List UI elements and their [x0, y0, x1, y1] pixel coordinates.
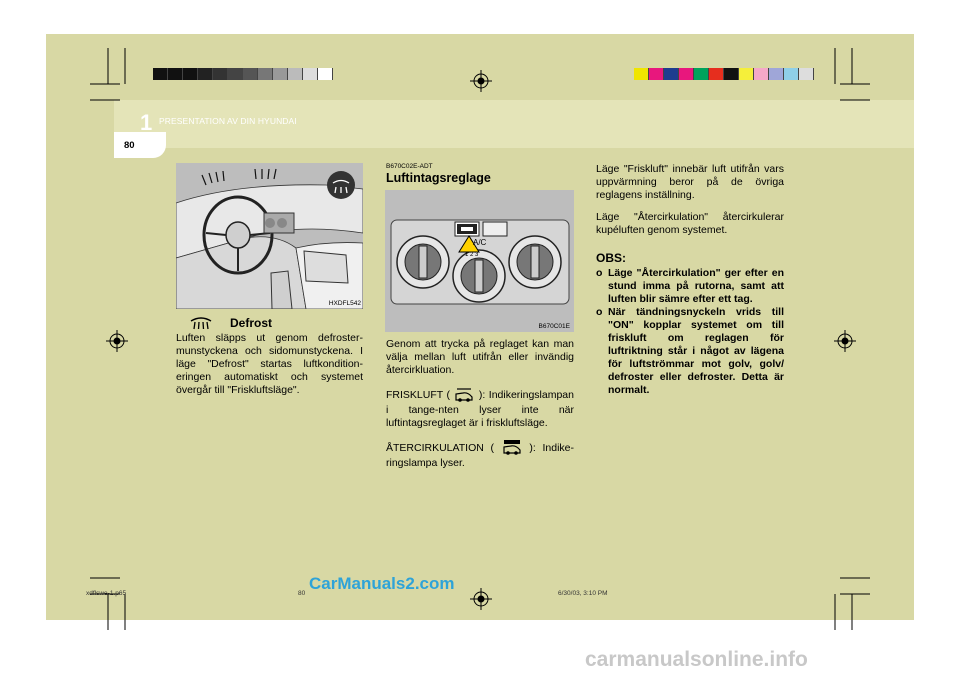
crop-mark-top-right [820, 48, 870, 104]
watermark-site: carmanualsonline.info [585, 648, 808, 671]
color-swatch [273, 68, 288, 80]
middle-column [386, 163, 574, 185]
left-column [176, 316, 363, 397]
grayscale-bar [153, 68, 333, 80]
color-bar [634, 68, 814, 80]
color-swatch [799, 68, 814, 80]
control-panel-illustration [385, 190, 574, 332]
defrost-paragraph: Luften släpps ut genom defroster-munstyckena och sidomunstyckena. I läge "Defrost" startas luftkondition-eringen automatiskt och systemet övergår till "Friskluftsläge". [176, 332, 363, 396]
obs-bullet: o [596, 267, 603, 279]
right-column [596, 163, 784, 397]
chapter-number: 1 [140, 110, 153, 135]
fresh-air-label: FRISKLUFT ( [386, 388, 450, 401]
fresh-air-mode-paragraph: Läge "Friskluft" innebär luft utifrån vars uppvärmning beror på de övriga reglagens inställning. [596, 163, 784, 201]
recirculation-icon [501, 439, 523, 457]
obs-bullet: o [596, 306, 603, 318]
color-swatch [664, 68, 679, 80]
obs-item [596, 306, 784, 397]
obs-item-text: Läge "Återcirkulation" ger efter en stund imma på rutorna, samt att luften blir sämre efter ett tag. [608, 267, 784, 305]
fresh-air-paragraph [386, 386, 574, 430]
chapter-title: PRESENTATION AV DIN HYUNDAI [159, 116, 297, 126]
crop-mark-top-left [90, 48, 140, 104]
defrost-icon [188, 316, 214, 330]
footer-filename: xdflswe-1.p65 [86, 590, 127, 597]
registration-mark-top [470, 70, 492, 92]
color-swatch [303, 68, 318, 80]
ac-label: A/C [473, 238, 487, 247]
color-swatch [318, 68, 333, 80]
registration-mark-bottom [470, 588, 492, 610]
color-swatch [213, 68, 228, 80]
defrost-heading: Defrost [230, 316, 273, 330]
svg-text:1 2 3: 1 2 3 [465, 252, 479, 258]
figure-code-2: B670C01E [538, 323, 570, 330]
recirculation-paragraph [386, 439, 574, 470]
color-swatch [288, 68, 303, 80]
page-number: 80 [124, 140, 135, 151]
color-swatch [784, 68, 799, 80]
defrost-heading-row [188, 316, 363, 330]
color-swatch [198, 68, 213, 80]
watermark-link[interactable]: CarManuals2.com [309, 574, 455, 593]
registration-mark-right [834, 330, 856, 352]
recirculation-label: ÅTERCIRKULATION ( [386, 441, 494, 454]
crop-mark-bottom-left [90, 574, 140, 630]
color-swatch [694, 68, 709, 80]
intake-paragraph: Genom att trycka på reglaget kan man välja mellan luft utifrån eller invändig återcirkluation. [386, 338, 574, 376]
color-swatch [679, 68, 694, 80]
color-swatch [649, 68, 664, 80]
color-swatch [739, 68, 754, 80]
color-swatch [183, 68, 198, 80]
color-swatch [168, 68, 183, 80]
recirc-mode-paragraph: Läge "Återcirkulation" återcirkulerar kupéluften genom systemet. [596, 211, 784, 236]
fresh-air-text: ): Indikeringslampan i tange-nten lyser inte när luftintagsreglaget är i friskluftsläge. [386, 388, 574, 429]
color-swatch [258, 68, 273, 80]
footer-page: 80 [298, 590, 306, 597]
color-swatch [769, 68, 784, 80]
color-swatch [243, 68, 258, 80]
crop-mark-bottom-right [820, 574, 870, 630]
obs-item [596, 267, 784, 306]
color-swatch [153, 68, 168, 80]
color-swatch [724, 68, 739, 80]
color-swatch [634, 68, 649, 80]
registration-mark-left [106, 330, 128, 352]
color-swatch [754, 68, 769, 80]
color-swatch [228, 68, 243, 80]
middle-column-body [386, 338, 574, 470]
dashboard-illustration [176, 163, 363, 309]
obs-item-text: När tändningsnyckeln vrids till "ON" kopplar systemet om till friskluft om reglagen för luftriktning står i något av lägena för luftströmmar mot golv, golv/ defroster eller defroster. Detta är normalt. [608, 306, 784, 396]
color-swatch [709, 68, 724, 80]
section-title: Luftintagsreglage [386, 171, 491, 185]
fresh-air-icon [453, 386, 475, 404]
section-ref-code: B670C02E-ADT [386, 163, 433, 170]
figure-code: HXDFL542 [328, 300, 361, 307]
recirculation-text: ): Indike-ringslampa lyser. [386, 441, 574, 469]
obs-heading: OBS: [596, 251, 626, 265]
footer-timestamp: 6/30/03, 3:10 PM [558, 590, 608, 597]
